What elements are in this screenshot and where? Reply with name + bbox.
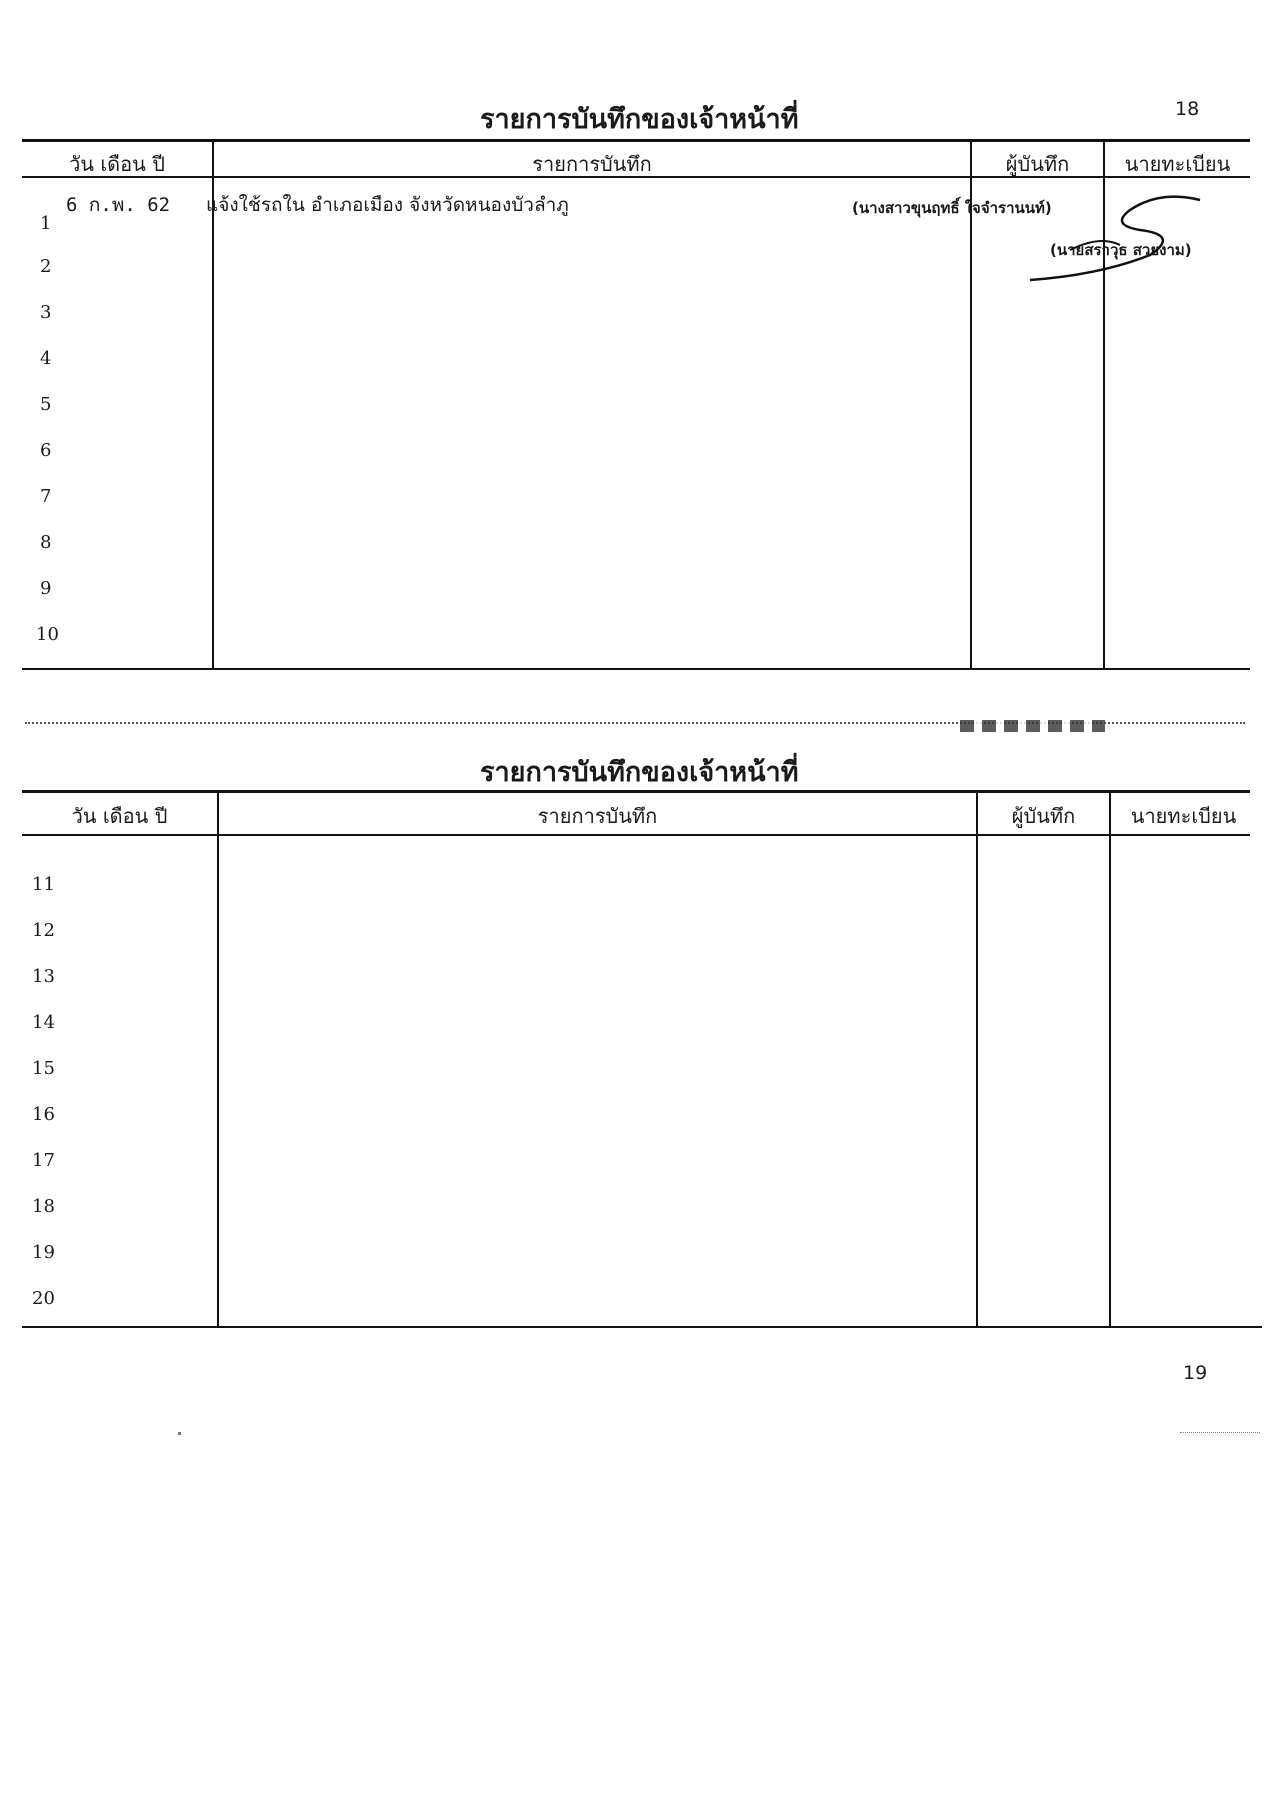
row-number: 8 (40, 532, 52, 553)
page-number-bottom: 19 (1183, 1362, 1208, 1384)
row-number: 16 (32, 1104, 55, 1125)
row-number: 4 (40, 348, 52, 369)
registrar-name: (นายสราวุธ สวยงาม) (1050, 241, 1192, 259)
row-number: 18 (32, 1196, 55, 1217)
row-number: 9 (40, 578, 52, 599)
header-date: วัน เดือน ปี (71, 804, 168, 828)
header-record: รายการบันทึก (537, 804, 658, 828)
row-number: 7 (40, 486, 52, 507)
row-number: 13 (32, 966, 55, 987)
header-recorder: ผู้บันทึก (1005, 152, 1070, 176)
table-header-divider (22, 834, 1250, 836)
page-number-top: 18 (1175, 98, 1200, 120)
header-date: วัน เดือน ปี (69, 152, 165, 176)
row-number: 2 (40, 256, 52, 277)
entry-text: แจ้งใช้รถใน อำเภอเมือง จังหวัดหนองบัวลำภู (206, 194, 569, 216)
header-recorder: ผู้บันทึก (1011, 804, 1076, 828)
table-top-border (22, 790, 1250, 793)
signature-scribble (1010, 180, 1210, 290)
row-number: 20 (32, 1288, 55, 1309)
scan-speck (178, 1432, 181, 1435)
entry-date: 6 ก.พ. 62 (66, 194, 171, 216)
header-registrar: นายทะเบียน (1130, 804, 1237, 828)
table-top-border (22, 139, 1250, 142)
scan-speck (1180, 1432, 1260, 1435)
recorder-name: (นางสาวขุนฤทธิ์ ใจจำรานนท์) (852, 199, 1052, 217)
page-title-top: รายการบันทึกของเจ้าหน้าที่ (480, 104, 799, 135)
row-number: 10 (36, 624, 59, 645)
column-divider (217, 790, 219, 1328)
table-bottom-border (22, 668, 1250, 670)
row-number: 11 (32, 874, 55, 895)
row-number: 3 (40, 302, 52, 323)
row-number: 17 (32, 1150, 55, 1171)
row-number: 1 (40, 213, 52, 234)
row-number: 14 (32, 1012, 55, 1033)
row-number: 5 (40, 394, 52, 415)
header-record: รายการบันทึก (532, 152, 652, 176)
header-registrar: นายทะเบียน (1124, 152, 1231, 176)
scan-noise-block (960, 720, 1105, 732)
table-bottom-border (22, 1326, 1262, 1328)
row-number: 6 (40, 440, 52, 461)
page-title-bottom: รายการบันทึกของเจ้าหน้าที่ (480, 757, 799, 788)
row-number: 15 (32, 1058, 55, 1079)
row-number: 19 (32, 1242, 55, 1263)
column-divider (976, 790, 978, 1328)
column-divider (1109, 790, 1111, 1328)
row-number: 12 (32, 920, 55, 941)
